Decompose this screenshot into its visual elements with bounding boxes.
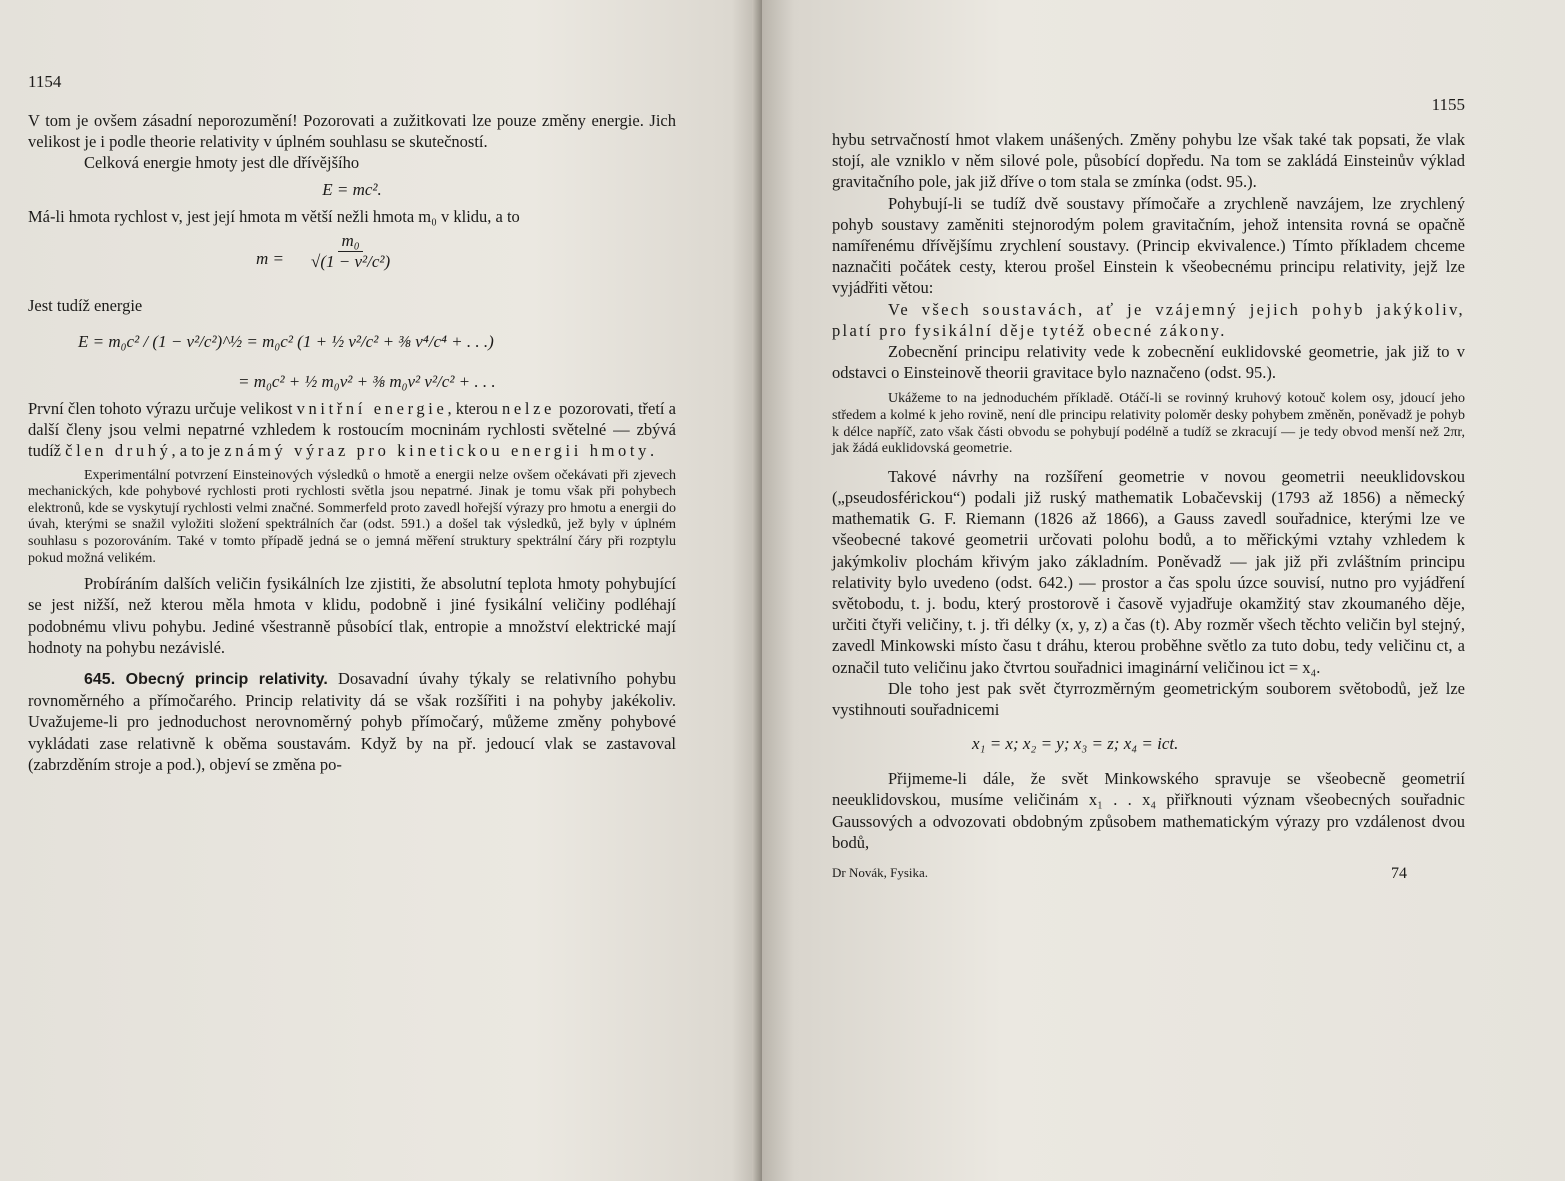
eq-line: E = m₀c² / (1 − v²/c²)^½ = m₀c² (1 + ½ v²/c² + ⅜ v⁴/c⁴ + . . .) [78, 332, 494, 352]
text-run: pozorovati, třetí a další členy jsou velmi nepatrné vzhledem k rostoucím mocninám rychlosti světelné — zbývá tudíž [28, 399, 676, 461]
footer-signature: Dr Novák, Fysika. [832, 865, 929, 881]
paragraph: Jest tudíž energie [28, 295, 143, 315]
paragraph: Má-li hmota rychlost v, jest její hmota m větší nežli hmota m₀ v klidu, a to [28, 206, 520, 226]
paragraph: Celková energie hmoty jest dle dřívějšího [84, 153, 360, 173]
equation-mass [28, 227, 676, 295]
page-number-right: 1155 [1431, 95, 1465, 114]
text-run: člen druhý [65, 441, 172, 461]
sheet-number: 74 [1391, 865, 1407, 883]
text-run: . [650, 441, 655, 461]
eq-line: x₁ = x; x₂ = y; x₃ = z; x₄ = ict. [972, 734, 1179, 754]
text-run: První člen tohoto výrazu určuje velikost [28, 399, 297, 419]
text-run: Dosavadní úvahy týkaly se relativního pohybu rovnoměrného a přímočarého. Princip relativity dá se však rozšířiti i na pohyby jakékoliv. Uvažujeme-li pro jednoduchost nerovnoměrný pohyb přímočarý, můžeme změny pohybové vykládati zase relativně k oběma soustavám. Když by na př. jedoucí vlak se zastavoval (zabrzděním stroje a pod.), objeví se změna po- [28, 669, 676, 774]
eq-lhs: m = [256, 248, 284, 268]
paragraph: hybu setrvačností hmot vlakem unášených. Změny pohybu lze však také tak popsati, že vlak stojí, ale vzniklo v něm silové pole, působící dopředu. Na tom se zakládá Einsteinův výklad gravitačního pole, jak již dříve o tom stala se zmínka (odst. 95.). [832, 130, 1465, 192]
section-title: 645. Obecný princip relativity. [84, 671, 328, 688]
eq-fraction [308, 231, 393, 272]
paragraph: Takové návrhy na rozšíření geometrie v novou geometrii neeuklidovskou („pseudosférickou“) podali již ruský mathematik Lobačevskij (1793 až 1856) a německý mathematik G. F. Riemann (1826 až 1866), a Gauss zavedl souřadnice, kterými lze ve všeobecné takové geometrii určovati polohu bodů, a to měřickými vztahy vzhledem k jakýmkoliv plochám křivým jako základním. Poněvadž — jak již při zvláštním principu relativity bylo uvedeno (odst. 642.) — prostor a čas spolu úzce souvisí, nutno pro vyjádření světobodu, t. j. bodu, který prostorově i časově vyjadřuje okamžitý stav zkoumaného děje, určiti čtyři veličiny, t. j. tři délky (x, y, z) a čas (t). Aby rozměr všech těchto veličin byl stejný, zavedl Minkowski místo času t dráhu, kterou proběhne světlo za tuto dobu, tedy veličinu ct, a označil tuto veličinu jako čtvrtou souřadnici imaginární veličinou ict = x₄. [832, 466, 1465, 677]
equation-energy: E = mc². [322, 179, 382, 199]
paragraph [28, 398, 676, 462]
paragraph [28, 668, 676, 775]
paragraph: Pohybují-li se tudíž dvě soustavy přímočaře a zrychleně navzájem, lze zrychlený pohyb soustavy zaměniti stejnorodým polem gravitačním, jehož intensita rovná se opačně namířenému dřívějšímu zrychlení soustavy. (Princip ekvivalence.) Tímto příkladem chceme naznačiti počátek cesty, kterou prošel Einstein k všeobecnému principu relativity, jejž lze vyjádřiti větou: [832, 193, 1465, 298]
eq-line: = m₀c² + ½ m₀v² + ⅜ m₀v² v²/c² + . . . [238, 372, 496, 392]
text-run: , kterou [447, 399, 503, 419]
text-run: , a to je [171, 441, 225, 461]
small-paragraph: Experimentální potvrzení Einsteinových výsledků o hmotě a energii nelze ovšem očekávati při zjevech mechanických, kde pohybové rychlosti proti rychlosti světla jsou nepatrné. Jinak je tomu však při pohybech elektronů, kde se vyskytují rychlosti velmi značné. Sommerfeld proto zavedl hořejší výrazy pro hmotu a energii do úvah, kterými se snažil vyložiti složení spektrálních čar (odst. 591.) a došel tak výsledků, jež byly v úplném souhlasu s pozorováním. Také v tomto případě jedná se o jemná měření struktury spektrální čáry při rozptylu pokud možná velikém. [28, 467, 676, 566]
paragraph: Zobecnění principu relativity vede k zobecnění euklidovské geometrie, jak již to v odstavci o Einsteinově theorii gravitace bylo naznačeno (odst. 95.). [832, 342, 1465, 383]
equation-energy-expansion [28, 316, 676, 398]
paragraph: Přijmeme-li dále, že svět Minkowského spravuje se všeobecně geometrií neeuklidovskou, musíme veličinám x₁ . . x₄ přiřknouti význam všeobecných souřadnic Gaussových a odvozovati obdobným způsobem mathematickým výrazy pro vzdálenost dvou bodů, [832, 769, 1465, 852]
eq-numerator: m₀ [338, 231, 362, 252]
paragraph: Probíráním dalších veličin fysikálních lze zjistiti, že absolutní teplota hmoty pohybující se jest nižší, než kterou měla hmota v klidu, podobně i jiné fysikální veličiny podléhají podobnému vlivu pohybu. Jediné všestranně působící tlak, entropie a množství elektrické mají hodnoty na pohybu nezávislé. [28, 574, 676, 657]
text-run: vnitřní energie [296, 399, 448, 419]
theorem-statement: Ve všech soustavách, ať je vzájemný jejich pohyb jakýkoliv, platí pro fysikální děje tytéž obecné zákony. [832, 299, 1465, 340]
equation-coordinates [832, 720, 1465, 768]
left-page [0, 0, 762, 1181]
paragraph: V tom je ovšem zásadní neporozumění! Pozorovati a zužitkovati lze pouze změny energie. Jich velikost je i podle theorie relativity v úplném souhlasu se skutečností. [28, 111, 676, 152]
right-page [762, 0, 1565, 1181]
text-run: nelze [502, 399, 555, 419]
eq-denominator: √(1 − v²/c²) [311, 251, 391, 271]
page-number-left: 1154 [28, 72, 62, 91]
page-footer [832, 865, 1465, 883]
paragraph: Dle toho jest pak svět čtyrrozměrným geometrickým souborem světobodů, jež lze vystihnouti souřadnicemi [832, 678, 1465, 720]
small-paragraph: Ukážeme to na jednoduchém příkladě. Otáčí-li se rovinný kruhový kotouč kolem osy, jdoucí jeho středem a kolmé k jeho rovině, není dle principu relativity poloměr desky pohybem změněn, poněvadž je pohyb k délce napříč, zato však části obvodu se pohybují podélně a tudíž se zkracují — je tedy obvod menší než 2πr, jak žádá euklidovská geometrie. [832, 391, 1465, 457]
text-run: známý výraz pro kinetickou energii hmoty [224, 441, 651, 461]
